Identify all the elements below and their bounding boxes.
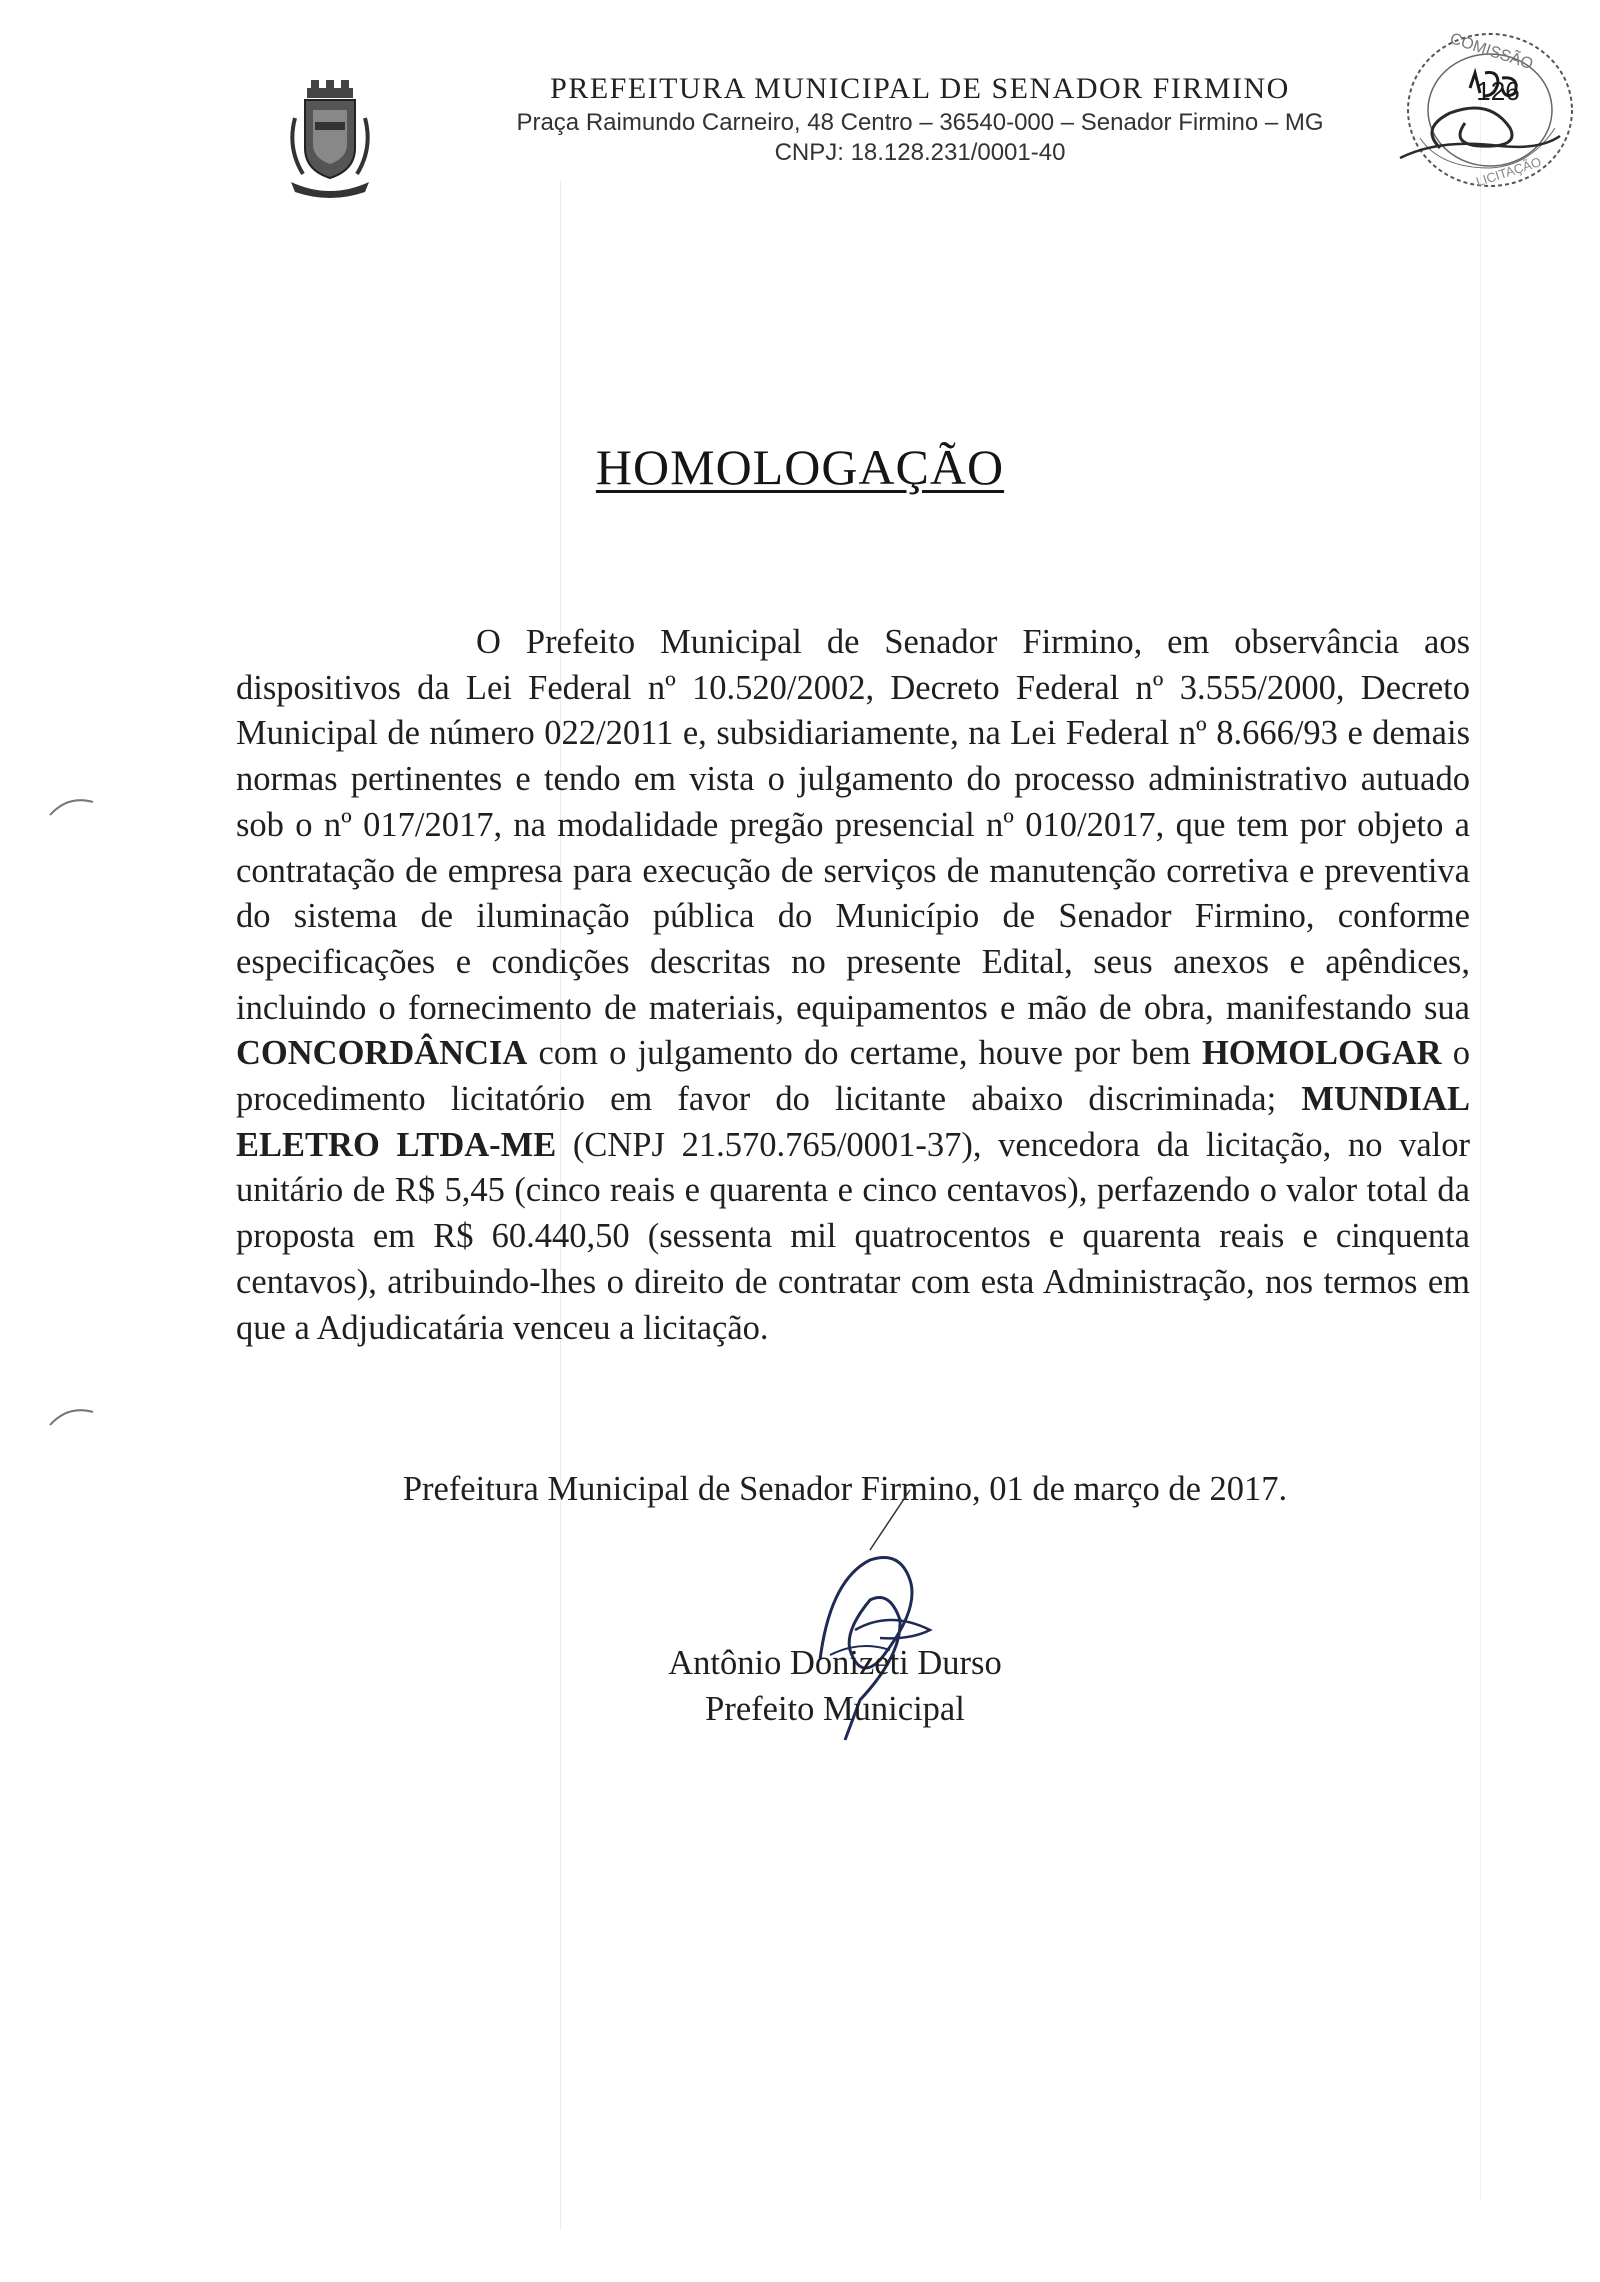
- scan-artifact: [1480, 100, 1481, 2200]
- place-and-date: Prefeitura Municipal de Senador Firmino, 01 de março de 2017.: [402, 1470, 1288, 1508]
- signatory-name: Antônio Donizeti Durso: [668, 1644, 1002, 1682]
- winning-bidder-name: MUNDIAL ELETRO LTDA-ME: [236, 1080, 1470, 1164]
- body-text-part: com o julgamento do certame, houve por bem: [527, 1034, 1202, 1073]
- handwritten-signature: [760, 1480, 1000, 1780]
- letterhead: [440, 70, 1400, 168]
- stamp-top-text: COMISSÃO: [1447, 30, 1536, 74]
- body-text-part: O Prefeito Municipal de Senador Firmino, em observância aos dispositivos da Lei Federal nº 10.520/2002, Decreto Federal nº 3.555/2000, Decreto Municipal de número 022/2011 e, subsidiariamente, na Lei Federal nº 8.666/93 e demais normas pertinentes e tendo em vista o julgamento do processo administrativo autuado sob o nº 017/2017, na modalidade pregão presencial nº 010/2017, que tem por objeto a contratação de empresa para execução de serviços de manutenção corretiva e preventiva do sistema de iluminação pública do Município de Senador Firmino, conforme especificações e condições descritas no presente Edital, seus anexos e apêndices, incluindo o fornecimento de materiais, equipamentos e mão de obra, manifestando sua: [236, 623, 1470, 1027]
- scan-artifact: [48, 1400, 98, 1430]
- organization-name: PREFEITURA MUNICIPAL DE SENADOR FIRMINO: [550, 72, 1290, 105]
- signature-block: [0, 1640, 1600, 1732]
- emphasis-concordancia: CONCORDÂNCIA: [236, 1034, 528, 1073]
- body-text-part: o procedimento licitatório em favor do licitante abaixo discriminada;: [236, 1034, 1470, 1119]
- homologation-paragraph: [236, 620, 1470, 1351]
- homologation-text: [236, 620, 1470, 1351]
- commission-stamp: [1380, 18, 1580, 198]
- document-title: HOMOLOGAÇÃO: [595, 439, 1005, 495]
- organization-cnpj: CNPJ: 18.128.231/0001-40: [774, 139, 1066, 166]
- emphasis-homologar: HOMOLOGAR: [1201, 1034, 1442, 1073]
- scan-artifact: [48, 790, 98, 820]
- body-text-part: (CNPJ 21.570.765/0001-37), vencedora da licitação, no valor unitário de R$ 5,45 (cinco reais e quarenta e cinco centavos), perfazendo o valor total da proposta em R$ 60.440,50 (sessenta mil quatrocentos e quarenta reais e cinquenta centavos), atribuindo-lhes o direito de contratar com esta Administração, nos termos em que a Adjudicatária venceu a licitação.: [236, 1125, 1471, 1347]
- stamp-number: 126: [1476, 76, 1520, 106]
- signatory-title: Prefeito Municipal: [705, 1690, 965, 1728]
- organization-address: Praça Raimundo Carneiro, 48 Centro – 36540-000 – Senador Firmino – MG: [516, 109, 1324, 136]
- municipal-crest-icon: [285, 78, 375, 198]
- stamp-bottom-text: LICITAÇÃO: [1474, 154, 1544, 190]
